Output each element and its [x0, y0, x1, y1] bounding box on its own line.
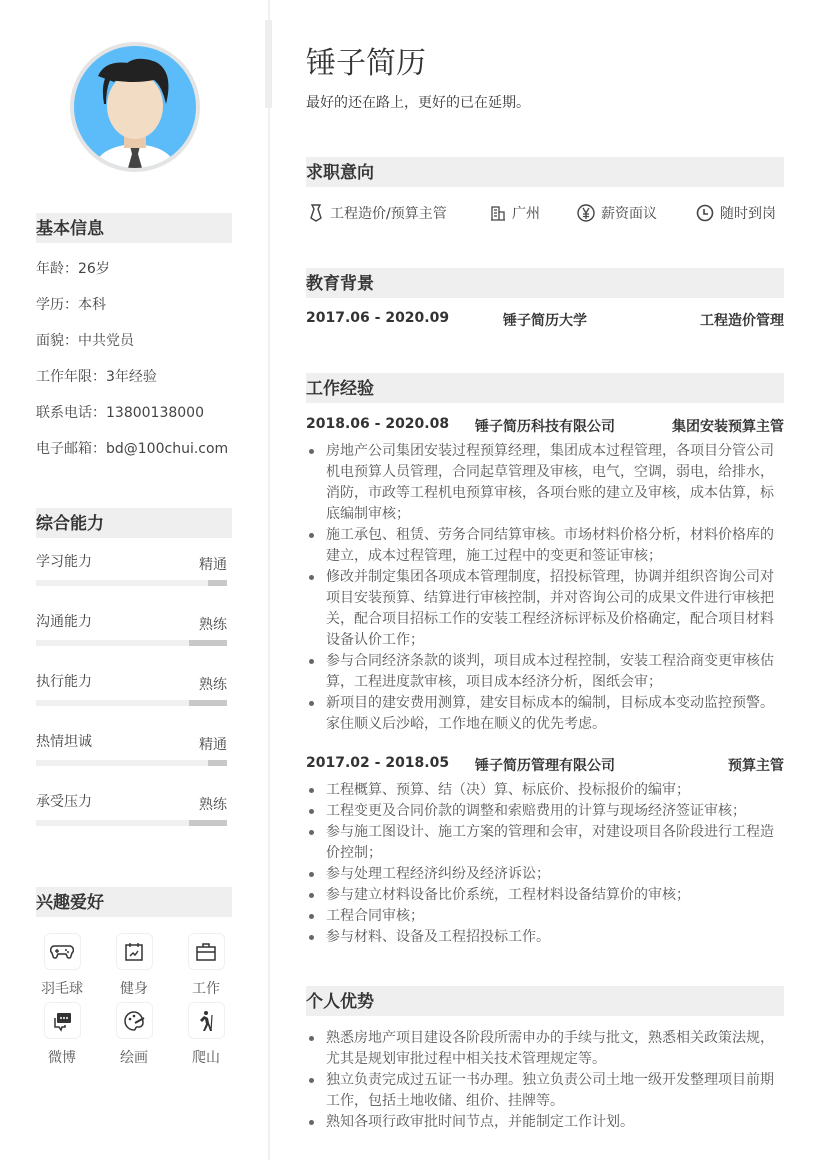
skill-name: 学习能力	[36, 554, 92, 570]
motto: 最好的还在路上，更好的已在延期。	[306, 95, 530, 111]
hobby-label: 健身	[120, 981, 148, 997]
job-period: 2018.06 - 2020.08	[306, 416, 450, 432]
strength-bullet: 熟知各项行政审批时间节点，并能制定工作计划。	[306, 1112, 784, 1133]
hobby-label: 微博	[48, 1050, 76, 1066]
education-period: 2017.06 - 2020.09	[306, 310, 450, 326]
skill-bar	[36, 580, 227, 586]
education-heading: 教育背景	[306, 268, 784, 298]
job-bullet: 参与材料、设备及工程招投标工作。	[306, 927, 784, 948]
building-icon	[490, 205, 506, 221]
skill-level: 熟练	[199, 677, 227, 693]
gamepad-icon	[44, 933, 81, 970]
skill-name: 承受压力	[36, 794, 92, 810]
work-heading: 工作经验	[306, 373, 784, 403]
job-bullets	[306, 780, 784, 948]
intent-position-text: 工程造价/预算主管	[330, 206, 447, 222]
job-header	[306, 416, 784, 436]
intent-salary	[577, 203, 657, 223]
calendar-chart-icon	[116, 933, 153, 970]
job-bullet: 房地产公司集团安装过程预算经理，集团成本过程管理，各项目分管公司机电预算人员管理，合同起草管理及审核，电气，空调，弱电，给排水，消防，市政等工程机电预算审核，各项台账的建立及审核，成本估算，标底编制审核；	[306, 441, 784, 525]
info-work-years: 工作年限：3年经验	[36, 369, 157, 385]
skill-bar-remainder	[189, 640, 227, 646]
info-age: 年龄：26岁	[36, 261, 110, 277]
intent-city	[490, 203, 540, 223]
skill-bar	[36, 700, 227, 706]
intent-heading: 求职意向	[306, 157, 784, 187]
skill-bar-remainder	[189, 700, 227, 706]
education-row	[306, 310, 784, 330]
info-email: 电子邮箱：bd@100chui.com	[36, 441, 229, 457]
hobby-item	[170, 1002, 242, 1067]
scroll-accent-bar	[265, 20, 272, 108]
strength-bullet: 独立负责完成过五证一书办理。独立负责公司土地一级开发整理项目前期工作，包括土地收储、组价、挂牌等。	[306, 1070, 784, 1112]
skill-bar-remainder	[208, 580, 227, 586]
info-phone: 联系电话：13800138000	[36, 405, 204, 421]
skill-bar	[36, 760, 227, 766]
skill-name: 沟通能力	[36, 614, 92, 630]
chat-icon	[44, 1002, 81, 1039]
job-bullet: 新项目的建安费用测算，建安目标成本的编制，目标成本变动监控预警。家住顺义后沙峪，工作地在顺义的优先考虑。	[306, 693, 784, 735]
skill-bar-remainder	[208, 760, 227, 766]
job-company: 锤子简历管理有限公司	[474, 758, 615, 774]
skill-row	[36, 551, 227, 574]
hiker-icon	[188, 1002, 225, 1039]
skill-bar-remainder	[189, 820, 227, 826]
job-bullet: 施工承包、租赁、劳务合同结算审核。市场材料价格分析，材料价格库的建立，成本过程管理，施工过程中的变更和签证审核；	[306, 525, 784, 567]
job-role: 预算主管	[727, 758, 784, 774]
hobbies-heading: 兴趣爱好	[36, 887, 232, 917]
info-political-status: 面貌：中共党员	[36, 333, 134, 349]
skill-name: 热情坦诚	[36, 734, 92, 750]
yen-icon	[577, 204, 595, 222]
intent-city-text: 广州	[512, 206, 540, 222]
info-education: 学历：本科	[36, 297, 106, 313]
hobby-item	[26, 1002, 98, 1067]
job-bullet: 参与施工图设计、施工方案的管理和会审，对建设项目各阶段进行工程造价控制；	[306, 822, 784, 864]
job-role: 集团安装预算主管	[671, 419, 784, 435]
education-school: 锤子简历大学	[502, 313, 587, 329]
job-header	[306, 755, 784, 775]
job-bullet: 修改并制定集团各项成本管理制度，招投标管理，协调并组织咨询公司对项目安装预算、结算进行审核控制，并对咨询公司的成果文件进行审核把关，配合项目招标工作的安装工程经济标评标及价格确定，配合项目材料设备认价工作；	[306, 567, 784, 651]
strength-bullet: 熟悉房地产项目建设各阶段所需申办的手续与批文，熟悉相关政策法规，尤其是规划审批过程中相关技术管理规定等。	[306, 1028, 784, 1070]
job-bullet: 参与建立材料设备比价系统，工程材料设备结算价的审核；	[306, 885, 784, 906]
skill-bar	[36, 640, 227, 646]
skill-row	[36, 731, 227, 754]
skill-name: 执行能力	[36, 674, 92, 690]
skill-level: 熟练	[199, 797, 227, 813]
job-bullet: 参与合同经济条款的谈判，项目成本过程控制，安装工程洽商变更审核估算，工程进度款审核，项目成本经济分析，图纸会审；	[306, 651, 784, 693]
intent-position	[308, 203, 447, 223]
column-divider	[268, 0, 270, 1160]
intent-availability	[696, 203, 776, 223]
palette-icon	[116, 1002, 153, 1039]
skill-bar	[36, 820, 227, 826]
hobby-label: 羽毛球	[41, 981, 83, 997]
intent-salary-text: 薪资面议	[601, 206, 657, 222]
skill-row	[36, 791, 227, 814]
job-bullets	[306, 441, 784, 735]
job-company: 锤子简历科技有限公司	[474, 419, 615, 435]
job-bullet: 参与处理工程经济纠纷及经济诉讼；	[306, 864, 784, 885]
strengths-list	[306, 1028, 784, 1133]
job-bullet: 工程概算、预算、结（决）算、标底价、投标报价的编审；	[306, 780, 784, 801]
basic-info-heading: 基本信息	[36, 213, 232, 243]
skill-level: 精通	[199, 737, 227, 753]
job-period: 2017.02 - 2018.05	[306, 755, 450, 771]
avatar	[70, 42, 200, 172]
hobby-item	[170, 933, 242, 998]
hobby-item	[98, 1002, 170, 1067]
clock-icon	[696, 204, 714, 222]
education-major: 工程造价管理	[699, 313, 784, 329]
skill-level: 精通	[199, 557, 227, 573]
hobby-label: 爬山	[192, 1050, 220, 1066]
tie-icon	[308, 204, 324, 222]
skills-heading: 综合能力	[36, 508, 232, 538]
skill-row	[36, 611, 227, 634]
page-title: 锤子简历	[306, 46, 426, 81]
strengths-heading: 个人优势	[306, 986, 784, 1016]
job-bullet: 工程合同审核；	[306, 906, 784, 927]
intent-availability-text: 随时到岗	[720, 206, 776, 222]
hobby-item	[98, 933, 170, 998]
job-bullet: 工程变更及合同价款的调整和索赔费用的计算与现场经济签证审核；	[306, 801, 784, 822]
hobby-label: 绘画	[120, 1050, 148, 1066]
hobby-item	[26, 933, 98, 998]
hobby-label: 工作	[192, 981, 220, 997]
skill-row	[36, 671, 227, 694]
skill-level: 熟练	[199, 617, 227, 633]
briefcase-icon	[188, 933, 225, 970]
